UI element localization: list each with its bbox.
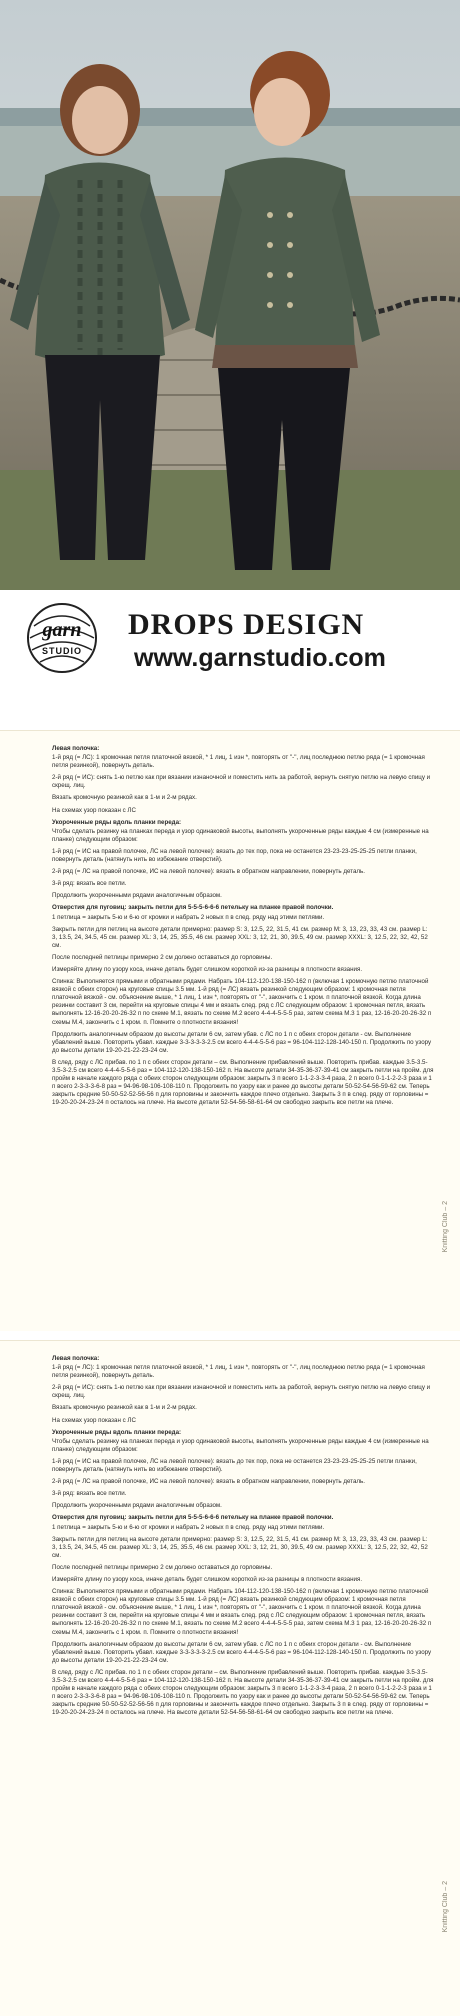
pattern-paragraph: 1-й ряд (= ИС на правой полочке, ЛС на левой полочке): вязать до тех пор, пока не останется 23-23-23-25-25-25 петли планки, повернуть деталь (натянуть нить во избежание отверстий). — [52, 847, 417, 864]
pattern-paragraph: 3-й ряд: вязать все петли. — [52, 880, 127, 888]
pattern-paragraph: 1-й ряд (= ИС на правой полочке, ЛС на левой полочке): вязать до тех пор, пока не останется 23-23-23-25-25-25 петли планки, повернуть деталь (натянуть нить во избежание отверстий). — [52, 1457, 417, 1474]
section-heading: Левая полочка: — [52, 745, 100, 752]
side-label-1: Knitting Club – 2 — [442, 1201, 449, 1253]
section-heading: Укороченные ряды вдоль планки переда: — [52, 818, 182, 826]
pattern-text-2 — [52, 1355, 434, 1721]
pattern-paragraph: Измеряйте длину по узору коса, иначе деталь будет слишком короткой из-за разницы в плотности вязания. — [52, 965, 363, 973]
brand-name: DROPS DESIGN — [128, 608, 365, 641]
pattern-paragraph: После последней петлицы примерно 2 см должно оставаться до горловины. — [52, 1563, 273, 1571]
pattern-paragraph: Продолжить укороченными рядами аналогичным образом. — [52, 1502, 222, 1510]
section-heading: Отверстия для пуговиц: закрыть петли для 5-5-5-6-6-6 петельку на планке правой полочки. — [52, 1514, 334, 1522]
pattern-paragraph: Спинка: Выполняется прямыми и обратными рядами. Набрать 104-112-120-138-150-162 п (включая 1 кромочную петлю платочной вязкой с обеих сторон) на круговые спицы 3.5 мм. 1-й ряд (= ЛС) вязать резинкой следующим образом: 1 кромочная петля платочной вязкой - см. объяснение выше, * 1 лиц, 1 изн *, повторять от "-", закончить с 1 кром. п платочной вязкой. Когда длина резинки составит 3 см, перейти на круговые спицы 4 мм и вязать след. ряд с ЛС следующим образом: 1 кромочная петля, вязать выполнять 12-16-20-20-26-32 п по схеме M.1, вязать по схеме M.2 всего 4-4-4-5-5-5 раз, затем схема M.3 1 раз, 12-16-20-20-26-32 п схемы M.4, закончить с 1 кром. п. Помните о плотности вязания! — [52, 1588, 432, 1636]
pattern-paragraph: 1 петлица = закрыть 5-ю и 6-ю от кромки и набрать 2 новых п в след. ряду над этими петлями. — [52, 1523, 325, 1531]
pattern-paragraph: 2-й ряд (= ИС): снять 1-ю петлю как при вязании изнаночной и поместить нить за работой, вернуть снятую петлю на левую спицу и скрещ. лиц. — [52, 774, 431, 790]
pattern-paragraph: Продолжить аналогичным образом до высоты детали 6 см, затем убав. с ЛС по 1 п с обеих сторон детали - см. Выполнение убавлений выше. Повторить убавл. каждые 3-3-3-3-3-2.5 см всего 4-4-4-5-5-6 раз = 96-104-112-128-140-150 п. Продолжить по узору до высоты детали 19-20-21-22-23-24 см. — [52, 1030, 432, 1054]
pattern-paragraph: После последней петлицы примерно 2 см должно оставаться до горловины. — [52, 953, 273, 961]
pattern-paragraph: Вязать кромочную резинкой как в 1-м и 2-м рядах. — [52, 794, 197, 802]
pattern-paragraph: 2-й ряд (= ИС): снять 1-ю петлю как при вязании изнаночной и поместить нить за работой, вернуть снятую петлю на левую спицу и скрещ. лиц. — [52, 1384, 431, 1400]
product-photo — [0, 0, 460, 590]
section-heading: Левая полочка: — [52, 1355, 100, 1362]
model-photo-illustration — [0, 0, 460, 590]
brand-banner — [0, 590, 460, 690]
pattern-paragraph: Вязать кромочную резинкой как в 1-м и 2-м рядах. — [52, 1404, 197, 1412]
pattern-paragraph: Продолжить укороченными рядами аналогичным образом. — [52, 892, 222, 900]
pattern-paragraph: 1 петлица = закрыть 5-ю и 6-ю от кромки и набрать 2 новых п в след. ряду над этими петлями. — [52, 913, 325, 921]
logo-top-text: garn — [42, 619, 82, 641]
pattern-paragraph: На схемах узор показан с ЛС — [52, 1416, 136, 1424]
section-heading: Отверстия для пуговиц: закрыть петли для 5-5-5-6-6-6 петельку на планке правой полочки. — [52, 904, 334, 912]
pattern-paragraph: 1-й ряд (= ЛС): 1 кромочная петля платочной вязкой, * 1 лиц, 1 изн *, повторять от "-", лиц последнюю петлю ряда (= 1 кромочная петля резинкой), повернуть деталь. — [52, 1364, 425, 1380]
section-heading: Укороченные ряды вдоль планки переда: — [52, 1428, 182, 1436]
brand-url[interactable]: www.garnstudio.com — [134, 644, 386, 672]
pattern-page-1 — [0, 730, 460, 1331]
pattern-paragraph: 2-й ряд (= ЛС на правой полочке, ИС на левой полочке): вязать в обратном направлении, повернуть деталь. — [52, 868, 365, 876]
pattern-paragraph: Измеряйте длину по узору коса, иначе деталь будет слишком короткой из-за разницы в плотности вязания. — [52, 1575, 363, 1583]
side-label-2: Knitting Club – 2 — [442, 1881, 449, 1933]
pattern-page-2 — [0, 1340, 460, 2016]
pattern-paragraph: В след. ряду с ЛС прибав. по 1 п с обеих сторон детали – см. Выполнение прибавлений выше. Повторить прибав. каждые 3.5-3.5-3.5-3-2.5 см всего 4-4-4-5-5-6 раз = 104-112-120-138-150-162 п. На высоте детали 34-35-36-37-39-41 см закрыть петли на пройм. для пройм в начале каждого ряда с обеих сторон следующим образом: закрыть 3 п всего 1-1-2-3-3-4 раза, 2 п всего 0-1-1-2-2-3 раза и 1 п всего 2-3-3-3-6-8 раз = 94-96-98-106-108-110 п. Продолжить по узору как и ранее до высоты детали 50-52-54-56-59-62 см. Теперь закрыть средние 50-50-52-52-56-56 п для горловины и закончить каждое плечо отдельно. Закрыть 3 п в след. ряду от горловины = 19-20-20-24-23-24 п осталось на плече. На высоте детали 52-54-56-58-61-64 см свободно закрыть все петли на плече. — [52, 1058, 434, 1107]
logo-bottom-text: STUDIO — [41, 646, 83, 656]
pattern-paragraph: Закрыть петли для петлиц на высоте детали примерно: размер S: 3, 12.5, 22, 31.5, 41 см. размер M: 3, 13, 23, 33, 43 см. размер L: 3, 13.5, 24, 34.5, 45 см. размер XL: 3, 14, 25, 35.5, 46 см. размер XXL: 3, 12, 21, 30, 39.5, 49 см. размер XXXL: 3, 12.5, 22, 32, 42, 52 см. — [52, 925, 428, 949]
pattern-paragraph: На схемах узор показан с ЛС — [52, 806, 136, 814]
pattern-paragraph: 3-й ряд: вязать все петли. — [52, 1490, 127, 1498]
pattern-paragraph: В след. ряду с ЛС прибав. по 1 п с обеих сторон детали – см. Выполнение прибавлений выше. Повторить прибав. каждые 3.5-3.5-3.5-3-2.5 см всего 4-4-4-5-5-6 раз = 104-112-120-138-150-162 п. На высоте детали 34-35-36-37-39-41 см закрыть петли на пройм. для пройм в начале каждого ряда с обеих сторон следующим образом: закрыть 3 п всего 1-1-2-3-3-4 раза, 2 п всего 0-1-1-2-2-3 раза и 1 п всего 2-3-3-3-6-8 раз = 94-96-98-106-108-110 п. Продолжить по узору как и ранее до высоты детали 50-52-54-56-59-62 см. Теперь закрыть средние 50-50-52-52-56-56 п для горловины и закончить каждое плечо отдельно. Закрыть 3 п в след. ряду от горловины = 19-20-20-24-23-24 п осталось на плече. На высоте детали 52-54-56-58-61-64 см свободно закрыть все петли на плече. — [52, 1668, 434, 1717]
pattern-paragraph: Чтобы сделать резинку на планках переда и узор одинаковой высоты, выполнять укороченные ряды каждые 4 см (измеренные на планке) следующим образом: — [52, 827, 429, 843]
pattern-paragraph: 1-й ряд (= ЛС): 1 кромочная петля платочной вязкой, * 1 лиц, 1 изн *, повторять от "-", лиц последнюю петлю ряда (= 1 кромочная петля резинкой), повернуть деталь. — [52, 754, 425, 770]
pattern-paragraph: Закрыть петли для петлиц на высоте детали примерно: размер S: 3, 12.5, 22, 31.5, 41 см. размер M: 3, 13, 23, 33, 43 см. размер L: 3, 13.5, 24, 34.5, 45 см. размер XL: 3, 14, 25, 35.5, 46 см. размер XXL: 3, 12, 21, 30, 39.5, 49 см. размер XXXL: 3, 12.5, 22, 32, 42, 52 см. — [52, 1535, 428, 1559]
pattern-paragraph: Чтобы сделать резинку на планках переда и узор одинаковой высоты, выполнять укороченные ряды каждые 4 см (измеренные на планке) следующим образом: — [52, 1437, 429, 1453]
page-gap — [0, 690, 460, 730]
garnstudio-logo-icon — [14, 596, 110, 674]
pattern-paragraph: Спинка: Выполняется прямыми и обратными рядами. Набрать 104-112-120-138-150-162 п (включая 1 кромочную петлю платочной вязкой с обеих сторон) на круговые спицы 3.5 мм. 1-й ряд (= ЛС) вязать резинкой следующим образом: 1 кромочная петля платочной вязкой - см. объяснение выше, * 1 лиц, 1 изн *, повторять от "-", закончить с 1 кром. п платочной вязкой. Когда длина резинки составит 3 см, перейти на круговые спицы 4 мм и вязать след. ряд с ЛС следующим образом: 1 кромочная петля, вязать выполнять 12-16-20-20-26-32 п по схеме M.1, вязать по схеме M.2 всего 4-4-4-5-5-5 раз, затем схема M.3 1 раз, 12-16-20-20-26-32 п схемы M.4, закончить с 1 кром. п. Помните о плотности вязания! — [52, 978, 432, 1026]
pattern-paragraph: 2-й ряд (= ЛС на правой полочке, ИС на левой полочке): вязать в обратном направлении, повернуть деталь. — [52, 1478, 365, 1486]
pattern-paragraph: Продолжить аналогичным образом до высоты детали 6 см, затем убав. с ЛС по 1 п с обеих сторон детали - см. Выполнение убавлений выше. Повторить убавл. каждые 3-3-3-3-3-2.5 см всего 4-4-4-5-5-6 раз = 96-104-112-128-140-150 п. Продолжить по узору до высоты детали 19-20-21-22-23-24 см. — [52, 1640, 432, 1664]
pattern-text-1 — [52, 745, 434, 1111]
